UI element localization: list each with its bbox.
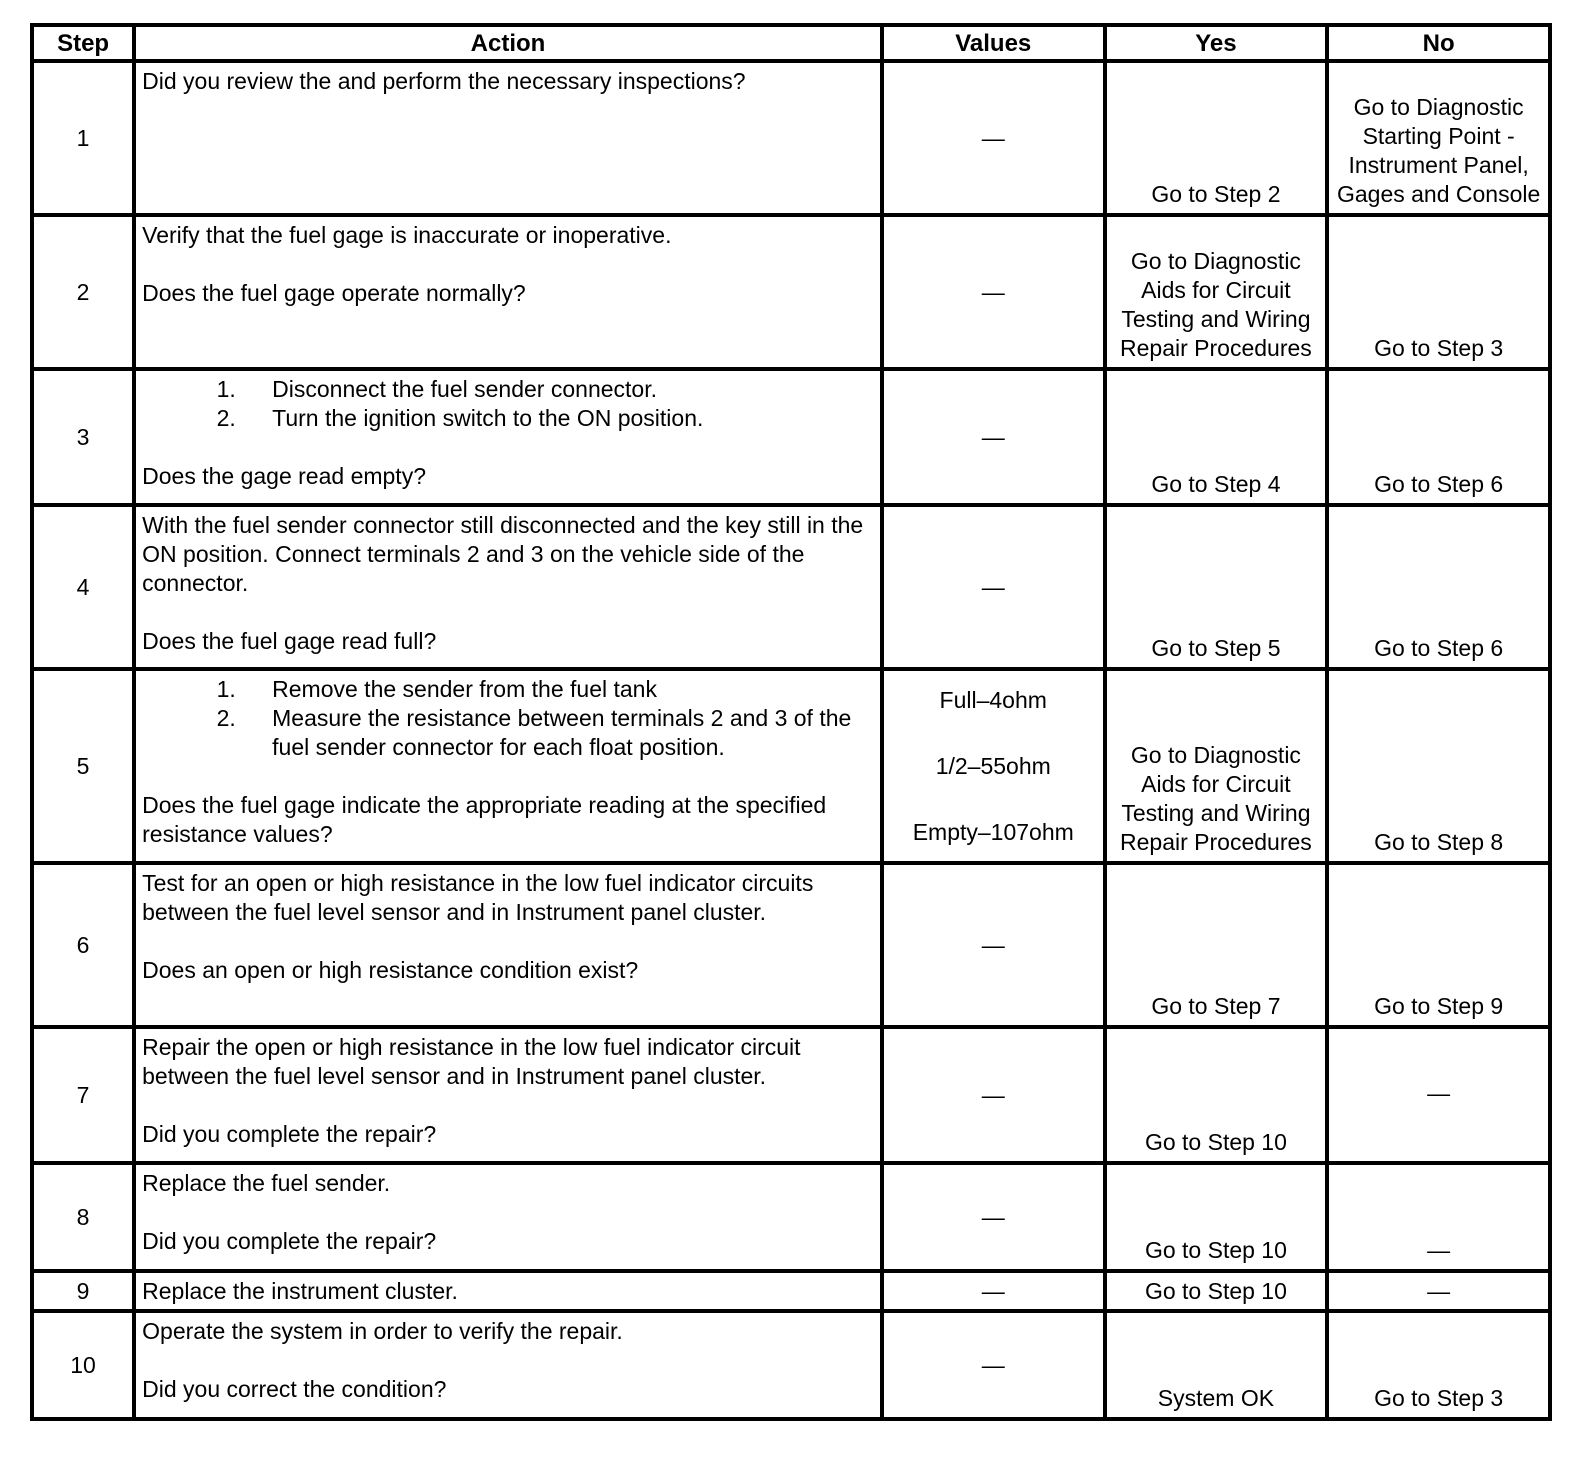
values-cell: — bbox=[882, 1163, 1105, 1271]
yes-cell: Go to Step 10 bbox=[1105, 1271, 1328, 1311]
value-empty: Empty–107ohm bbox=[912, 818, 1074, 845]
values-cell: — bbox=[882, 369, 1105, 505]
no-cell: — bbox=[1327, 1163, 1550, 1271]
action-cell bbox=[134, 863, 882, 1027]
step-number: 8 bbox=[32, 1163, 134, 1271]
values-cell bbox=[882, 669, 1105, 863]
diagnostic-table bbox=[30, 23, 1552, 1421]
yes-cell: Go to Step 7 bbox=[1105, 863, 1328, 1027]
action-step-item: 2. Turn the ignition switch to the ON position. bbox=[242, 404, 874, 433]
table-row bbox=[32, 1027, 1550, 1163]
action-question: Did you correct the condition? bbox=[142, 1376, 447, 1402]
table-row bbox=[32, 505, 1550, 669]
step-number: 3 bbox=[32, 369, 134, 505]
no-cell: Go to Step 6 bbox=[1327, 369, 1550, 505]
action-cell bbox=[134, 1311, 882, 1419]
yes-cell: System OK bbox=[1105, 1311, 1328, 1419]
action-question: Does the gage read empty? bbox=[142, 463, 426, 489]
action-steps-list bbox=[142, 375, 874, 433]
step-number: 10 bbox=[32, 1311, 134, 1419]
no-cell: — bbox=[1327, 1271, 1550, 1311]
step-number: 2 bbox=[32, 215, 134, 369]
values-cell: — bbox=[882, 1027, 1105, 1163]
table-row bbox=[32, 369, 1550, 505]
no-cell: Go to Step 8 bbox=[1327, 669, 1550, 863]
step-number: 7 bbox=[32, 1027, 134, 1163]
table-row bbox=[32, 1163, 1550, 1271]
action-text: Verify that the fuel gage is inaccurate or inoperative. bbox=[142, 222, 672, 248]
values-cell: — bbox=[882, 863, 1105, 1027]
action-text: With the fuel sender connector still disconnected and the key still in the ON position. Connect terminals 2 and 3 on the vehicle side of the connector. bbox=[142, 512, 864, 596]
action-question: Did you complete the repair? bbox=[142, 1228, 437, 1254]
value-full: Full–4ohm bbox=[939, 686, 1047, 713]
action-step-item: 1. Remove the sender from the fuel tank bbox=[242, 675, 874, 704]
action-cell bbox=[134, 1163, 882, 1271]
action-cell bbox=[134, 61, 882, 215]
values-cell: — bbox=[882, 215, 1105, 369]
step-number: 5 bbox=[32, 669, 134, 863]
action-text: Replace the fuel sender. bbox=[142, 1170, 391, 1196]
step-number: 6 bbox=[32, 863, 134, 1027]
action-cell bbox=[134, 369, 882, 505]
table-row bbox=[32, 669, 1550, 863]
action-question: Did you complete the repair? bbox=[142, 1121, 437, 1147]
values-cell: — bbox=[882, 1311, 1105, 1419]
header-step: Step bbox=[32, 25, 134, 61]
action-steps-list bbox=[142, 675, 874, 762]
action-step-item: 2. Measure the resistance between terminals 2 and 3 of the fuel sender connector for each float position. bbox=[242, 704, 874, 762]
diagnostic-table-container bbox=[30, 23, 1552, 1421]
header-values: Values bbox=[882, 25, 1105, 61]
action-cell bbox=[134, 215, 882, 369]
action-question: Does the fuel gage indicate the appropriate reading at the specified resistance values? bbox=[142, 792, 827, 847]
yes-cell: Go to Step 5 bbox=[1105, 505, 1328, 669]
table-row bbox=[32, 215, 1550, 369]
values-cell: — bbox=[882, 61, 1105, 215]
action-cell bbox=[134, 505, 882, 669]
action-text: Test for an open or high resistance in the low fuel indicator circuits between the fuel level sensor and in Instrument panel cluster. bbox=[142, 870, 814, 925]
yes-cell: Go to Step 10 bbox=[1105, 1027, 1328, 1163]
action-text: Repair the open or high resistance in the low fuel indicator circuit between the fuel level sensor and in Instrument panel cluster. bbox=[142, 1034, 801, 1089]
header-no: No bbox=[1327, 25, 1550, 61]
step-number: 1 bbox=[32, 61, 134, 215]
no-cell: Go to Diagnostic Starting Point - Instrument Panel, Gages and Console bbox=[1327, 61, 1550, 215]
table-row bbox=[32, 1311, 1550, 1419]
no-cell: Go to Step 3 bbox=[1327, 215, 1550, 369]
header-yes: Yes bbox=[1105, 25, 1328, 61]
step-number: 9 bbox=[32, 1271, 134, 1311]
action-step-item: 1. Disconnect the fuel sender connector. bbox=[242, 375, 874, 404]
yes-cell: Go to Step 4 bbox=[1105, 369, 1328, 505]
action-cell bbox=[134, 1271, 882, 1311]
action-question: Does the fuel gage operate normally? bbox=[142, 280, 526, 306]
no-cell: Go to Step 3 bbox=[1327, 1311, 1550, 1419]
yes-cell: Go to Step 2 bbox=[1105, 61, 1328, 215]
action-text: Did you review the and perform the necessary inspections? bbox=[142, 68, 746, 94]
table-header-row bbox=[32, 25, 1550, 61]
action-question: Does the fuel gage read full? bbox=[142, 628, 437, 654]
step-number: 4 bbox=[32, 505, 134, 669]
no-cell: Go to Step 6 bbox=[1327, 505, 1550, 669]
action-cell bbox=[134, 1027, 882, 1163]
values-cell: — bbox=[882, 505, 1105, 669]
action-cell bbox=[134, 669, 882, 863]
table-row bbox=[32, 1271, 1550, 1311]
no-cell: — bbox=[1327, 1027, 1550, 1163]
yes-cell: Go to Diagnostic Aids for Circuit Testing and Wiring Repair Procedures bbox=[1105, 669, 1328, 863]
no-cell: Go to Step 9 bbox=[1327, 863, 1550, 1027]
value-half: 1/2–55ohm bbox=[935, 752, 1051, 779]
header-action: Action bbox=[134, 25, 882, 61]
yes-cell: Go to Diagnostic Aids for Circuit Testing and Wiring Repair Procedures bbox=[1105, 215, 1328, 369]
table-row bbox=[32, 61, 1550, 215]
action-text: Replace the instrument cluster. bbox=[142, 1277, 458, 1304]
action-question: Does an open or high resistance condition exist? bbox=[142, 957, 639, 983]
table-row bbox=[32, 863, 1550, 1027]
values-cell: — bbox=[882, 1271, 1105, 1311]
action-text: Operate the system in order to verify the repair. bbox=[142, 1318, 623, 1344]
yes-cell: Go to Step 10 bbox=[1105, 1163, 1328, 1271]
